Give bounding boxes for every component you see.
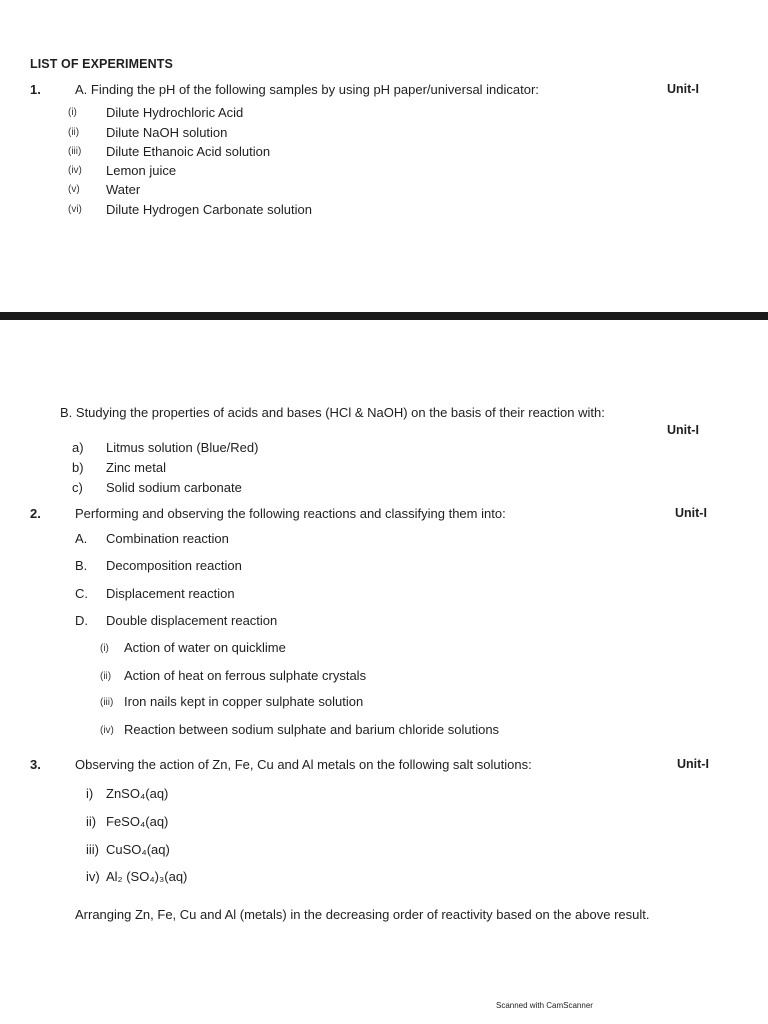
list-item-marker: (iv) [100,725,114,736]
list-item: Double displacement reaction [106,613,278,628]
experiment-1b-heading: B. Studying the properties of acids and bases (HCl & NaOH) on the basis of their reaction with: [60,405,605,420]
list-item-marker: b) [72,460,84,475]
scanner-watermark: Scanned with CamScanner [496,1001,593,1010]
list-item-marker: (ii) [68,127,80,138]
list-item: Action of water on quicklime [124,640,286,655]
experiment-3-conclusion: Arranging Zn, Fe, Cu and Al (metals) in the decreasing order of reactivity based on the above result. [75,907,650,922]
list-item: Al₂ (SO₄)₃(aq) [106,869,188,884]
list-item: Iron nails kept in copper sulphate solution [124,694,364,709]
experiment-1-number: 1. [30,82,41,97]
experiment-3-heading: Observing the action of Zn, Fe, Cu and Al metals on the following salt solutions: [75,757,532,772]
list-item-marker: iv) [86,869,100,884]
list-item-marker: C. [75,586,88,601]
list-item-marker: ii) [86,814,97,829]
experiment-1a-unit: Unit-I [667,82,699,96]
list-item: Action of heat on ferrous sulphate crystals [124,668,367,683]
list-item: Dilute Ethanoic Acid solution [106,144,271,159]
experiment-2-unit: Unit-I [675,506,707,520]
list-item: ZnSO₄(aq) [106,786,169,801]
list-item: Zinc metal [106,460,166,475]
list-item-marker: iii) [86,842,99,857]
list-item: Dilute Hydrogen Carbonate solution [106,202,312,217]
list-item-marker: (vi) [68,204,82,215]
list-item-marker: i) [86,786,94,801]
list-item: Decomposition reaction [106,558,242,573]
list-item-marker: a) [72,440,84,455]
experiment-2-number: 2. [30,506,41,521]
list-item: Reaction between sodium sulphate and barium chloride solutions [124,722,500,737]
list-item-marker: c) [72,480,83,495]
list-item: Solid sodium carbonate [106,480,242,495]
list-item-marker: (i) [68,107,77,118]
list-item: Litmus solution (Blue/Red) [106,440,259,455]
page-title: LIST OF EXPERIMENTS [30,57,173,71]
list-item: Water [106,182,141,197]
list-item: Dilute Hydrochloric Acid [106,105,244,120]
list-item-marker: (iii) [68,146,82,157]
list-item-marker: B. [75,558,88,573]
list-item-marker: (i) [100,643,109,654]
experiment-3-unit: Unit-I [677,757,709,771]
list-item: Combination reaction [106,531,229,546]
list-item: FeSO₄(aq) [106,814,169,829]
experiment-3-number: 3. [30,757,41,772]
experiment-1a-heading: A. Finding the pH of the following samples by using pH paper/universal indicator: [75,82,539,97]
list-item: Displacement reaction [106,586,235,601]
experiment-1b-unit: Unit-I [667,423,699,437]
list-item-marker: (v) [68,184,80,195]
list-item: Dilute NaOH solution [106,125,228,140]
list-item: CuSO₄(aq) [106,842,170,857]
list-item-marker: (iv) [68,165,82,176]
list-item-marker: A. [75,531,88,546]
list-item: Lemon juice [106,163,177,178]
page-divider [0,312,768,320]
list-item-marker: (iii) [100,697,114,708]
list-item-marker: (ii) [100,671,112,682]
experiment-2-heading: Performing and observing the following reactions and classifying them into: [75,506,506,521]
list-item-marker: D. [75,613,88,628]
